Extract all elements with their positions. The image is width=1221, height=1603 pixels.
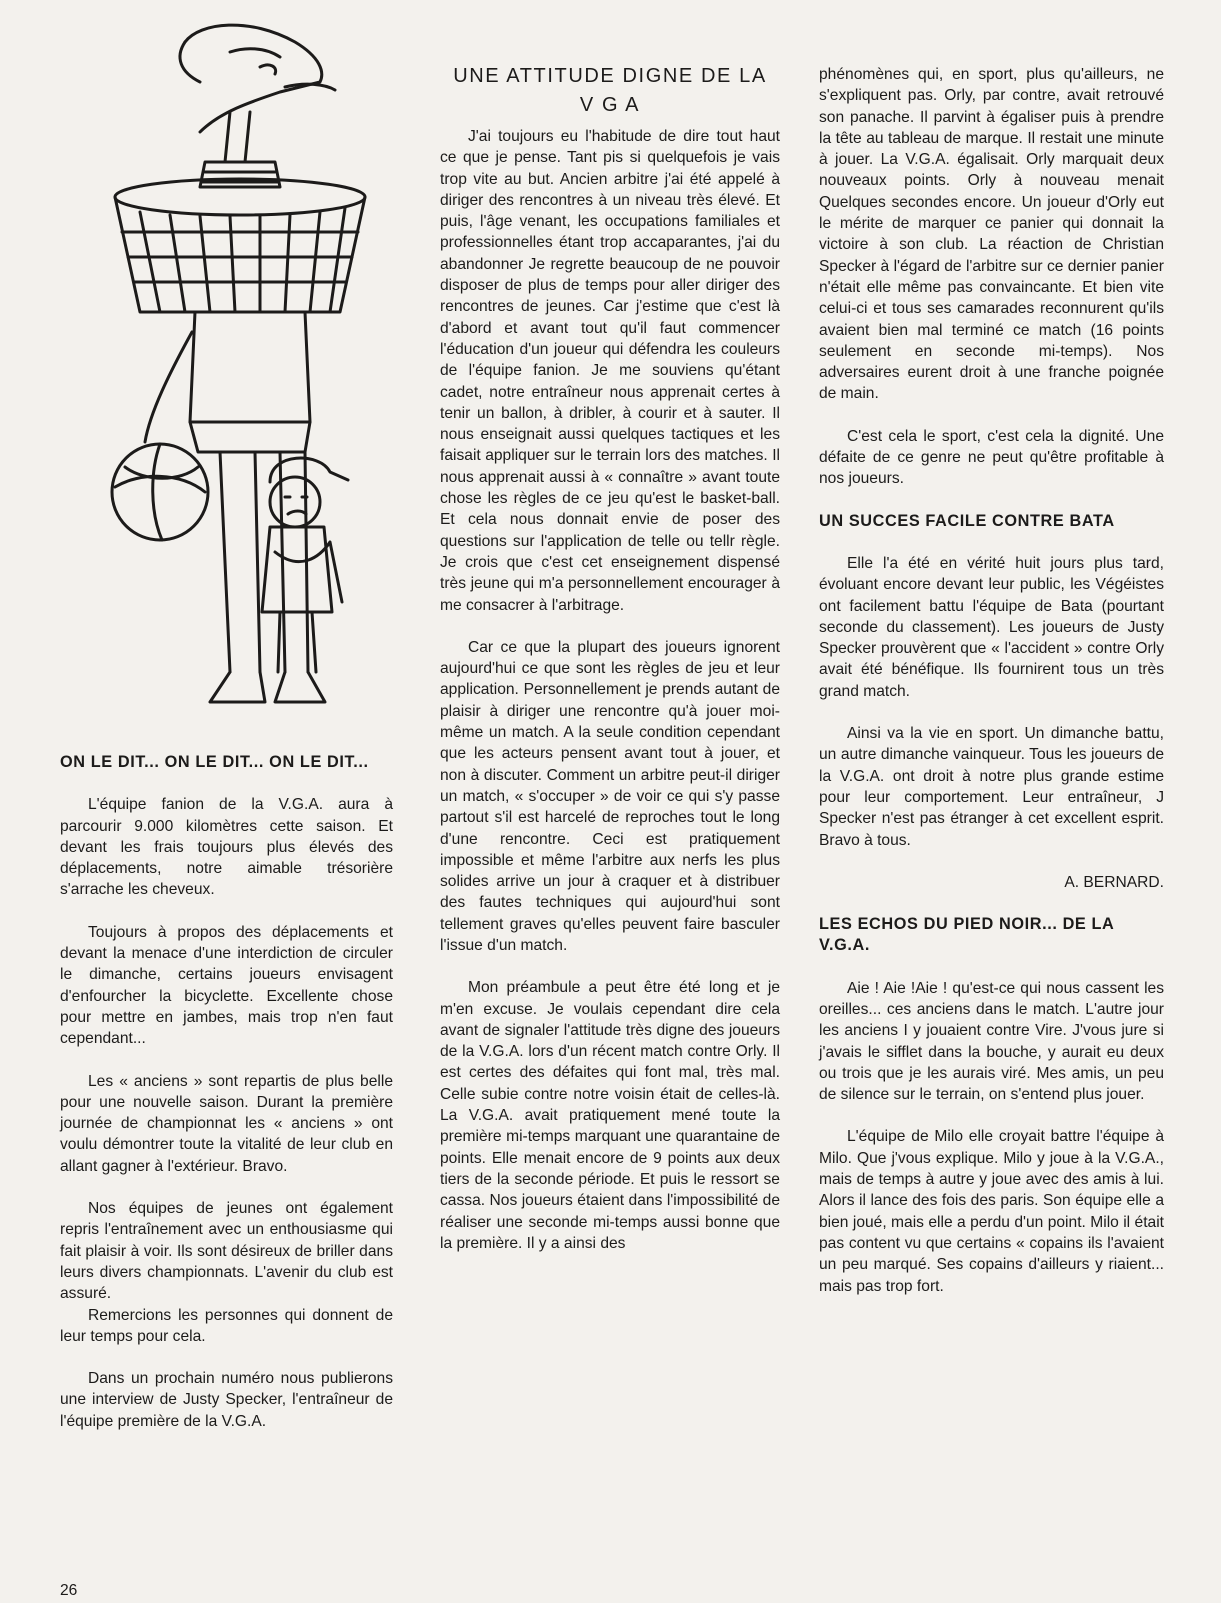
paragraph: Car ce que la plupart des joueurs ignorent aujourd'hui ce que sont les règles de jeu et leur application. Personnellement je prends autant de plaisir à diriger une rencontre qu'à jouer moi-même un match. A la seule condition cependant que les acteurs pensent avant tout à jouer, et non à discuter. Comment un arbitre peut-il diriger un match, « s'occuper » de voir ce qui s'y passe partout s'il est harcelé de reproches tout le long d'une rencontre. Ceci est pratiquement impossible et même l'arbitre aux nerfs les plus solides arrive un jour à craquer et à distribuer des fautes techniques qui aujourd'hui sont tellement graves qu'elles peuvent faire basculer l'issue d'un match. <box>440 638 780 954</box>
paragraph: J'ai toujours eu l'habitude de dire tout haut ce que je pense. Tant pis si quelquefois je vais trop vite au but. Ancien arbitre j'ai été appelé à diriger des rencontres à un niveau très élevé. Et puis, l'âge venant, les occupations familiales et professionnelles étant trop accaparantes, j'ai du abandonner Je regrette beaucoup de ne pouvoir disposer de plus de temps pour aller diriger des rencontres de jeunes. Car j'estime que c'est là d'abord et avant tout qu'il faut commencer l'éducation d'un joueur qui défendra les couleurs de l'équipe fanion. Je me souviens qu'étant cadet, notre entraîneur nous apprenait certes à tenir un ballon, à dribler, à courir et à sauter. Il nous enseignait aussi quelques tactiques et les faisait appliquer sur le terrain lors des matches. Il nous apprenait aussi à « connaître » avant toute chose les règles de ce jeu qu'est le basket-ball. Et cela nous donnait envie de poser des questions sur l'application de telle ou tellr règle. Je crois que c'est cet enseignement dispensé très jeune qui m'a personnellement encourager à me consacrer à l'arbitrage. <box>440 128 780 614</box>
paragraph: Toujours à propos des déplacements et devant la menace d'une interdiction de circuler le dimanche, certains joueurs envisagent d'enfourcher la bicyclette. Excellente chose pour mettre en jambes, mais trop n'en faut cependant... <box>60 923 393 1048</box>
column-right <box>819 64 1164 1318</box>
paragraph: L'équipe de Milo elle croyait battre l'équipe à Milo. Que j'vous explique. Milo y joue à la V.G.A., mais de temps à autre y joue avec des amis à lui. Alors il lance des fois des paris. Son équipe elle a bien joué, mais elle a perdu d'un point. Milo il était pas content vu que certains « copains ils l'avaient un peu marqué. Ses copains d'ailleurs y riaient... mais pas trop fort. <box>819 1128 1164 1295</box>
paragraph: phénomènes qui, en sport, plus qu'ailleurs, ne s'expliquent pas. Orly, par contre, avait retrouvé son panache. Il parvint à égaliser puis à prendre la tête au tableau de marque. Il restait une minute à jouer. La V.G.A. égalisait. Orly marquait deux nouveaux points. Orly à nouveau menait Quelques secondes encore. Un joueur d'Orly eut le mérite de marquer ce panier qui donnait la victoire à son club. La réaction de Christian Specker à l'égard de l'arbitre sur ce dernier panier n'était elle même pas convaincante. Et bien vite celui-ci et tous ses camarades reconnurent qu'ils avaient bien mal terminé ce match (16 points seulement en seconde mi-temps). Nos adversaires eurent droit à une franche poignée de main. <box>819 66 1164 403</box>
basketball-player-cartoon-icon <box>80 12 380 732</box>
paragraph: Dans un prochain numéro nous publierons une interview de Justy Specker, l'entraîneur de l'équipe première de la V.G.A. <box>60 1370 393 1430</box>
show-through-background <box>70 80 87 149</box>
heading-line: V G A <box>579 94 641 116</box>
paragraph: Aie ! Aie !Aie ! qu'est-ce qui nous cassent les oreilles... ces anciens dans le match. L'autre jour les anciens I y jouaient contre Vire. J'vous jure si j'avais le sifflet dans la bouche, y aurait eu deux ou trois que je les aurais viré. Mes amis, un peu de silence sur le terrain, on s'entend plus jouer. <box>819 979 1164 1104</box>
paragraph: Nos équipes de jeunes ont également repris l'entraînement avec un enthousiasme qui fait plaisir à voir. Ils sont désireux de briller dans leurs divers championnats. L'avenir du club est assuré. <box>60 1200 393 1303</box>
paragraph: Elle l'a été en vérité huit jours plus tard, évoluant encore devant leur public, les Végéistes ont facilement battu l'équipe de Bata (pourtant seconde du classement). Les joueurs de Justy Specker prouvèrent que « l'accident » contre Orly avait été bénéfique. Ils fournirent tous un très grand match. <box>819 554 1164 700</box>
heading-succes-facile: UN SUCCES FACILE CONTRE BATA <box>819 511 1115 530</box>
page-number: 26 <box>60 1582 78 1599</box>
signature: A. BERNARD. <box>1064 873 1164 891</box>
heading-attitude-digne <box>440 62 780 120</box>
paragraph: Les « anciens » sont repartis de plus belle pour une nouvelle saison. Durant la première journée de championnat les « anciens » ont voulu démontrer toute la vitalité de leur club en allant gagner à l'extérieur. Bravo. <box>60 1072 393 1175</box>
paragraph: C'est cela le sport, c'est cela la dignité. Une défaite de ce genre ne peut qu'être profitable à nos joueurs. <box>819 427 1164 488</box>
heading-echos-pied-noir: LES ECHOS DU PIED NOIR... DE LA V.G.A. <box>819 915 1114 955</box>
column-left <box>60 752 393 1453</box>
column-middle <box>440 62 780 1275</box>
paragraph: Mon préambule a peut être été long et je m'en excuse. Je voulais cependant dire cela avant de signaler l'attitude très digne des joueurs de la V.G.A. lors d'un récent match contre Orly. Il est certes des défaites qui font mal, très mal. Celle subie contre notre voisin était de celles-là. La V.G.A. avait pratiquement mené toute la première mi-temps marquant une quarantaine de points. Elle menait encore de 9 points aux deux tiers de la seconde période. Et puis le ressort se cassa. Nos joueurs étaient dans l'impossibilité de réaliser une seconde mi-temps aussi bonne que la première. Il y a ainsi des <box>440 979 780 1252</box>
paragraph: Remercions les personnes qui donnent de leur temps pour cela. <box>60 1306 393 1345</box>
paragraph: Ainsi va la vie en sport. Un dimanche battu, un autre dimanche vainqueur. Tous les joueurs de la V.G.A. ont droit à notre plus grande estime pour leur comportement. Leur entraîneur, J Specker n'est pas étranger à cet excellent esprit. Bravo à tous. <box>819 725 1164 849</box>
paragraph: L'équipe fanion de la V.G.A. aura à parcourir 9.000 kilomètres cette saison. Et devant les frais toujours plus élevés des déplacements, notre aimable trésorière s'arrache les cheveux. <box>60 796 393 899</box>
heading-on-le-dit: ON LE DIT... ON LE DIT... ON LE DIT... <box>60 753 369 771</box>
heading-line: UNE ATTITUDE DIGNE DE LA <box>453 65 767 87</box>
